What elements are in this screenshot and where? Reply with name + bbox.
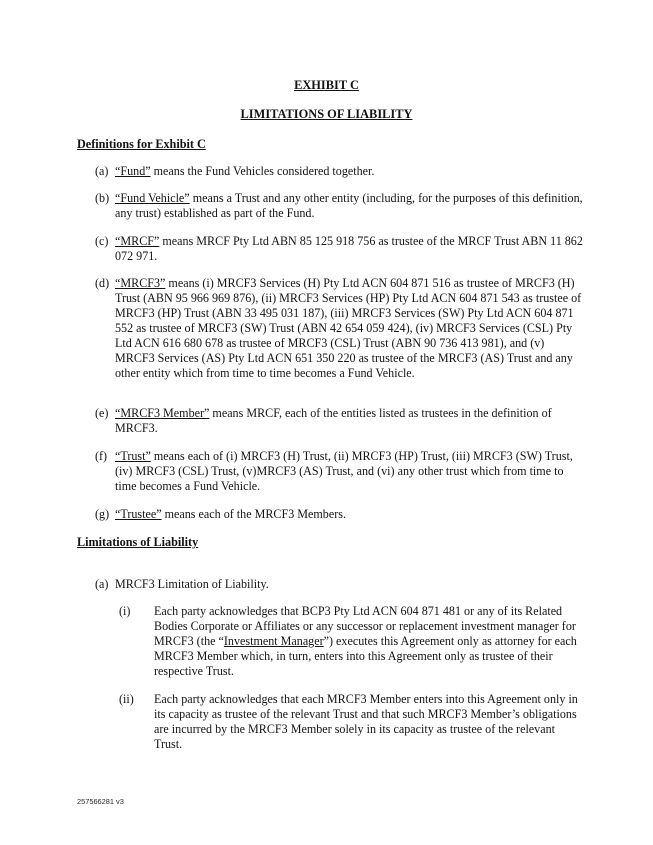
definition-term: “Trustee” [115, 507, 162, 521]
limitation-a [95, 577, 585, 592]
limitation-item-ii [119, 692, 581, 752]
definition-marker: (d) [95, 276, 110, 290]
definition-text: means a Trust and any other entity (including, for the purposes of this definition, any trust) established as part of the Fund. [115, 191, 583, 220]
document-id: 257566281 v3 [77, 797, 124, 806]
definition-term: “Fund” [115, 164, 151, 178]
definition-marker: (e) [95, 406, 109, 420]
limitation-item-text-after: ”) executes this Agreement only as attorney for each MRCF3 Member which, in turn, enters into this Agreement only as trustee of their respective Trust. [154, 634, 577, 678]
definition-mrcf3 [95, 276, 585, 381]
limitation-marker: (a) [95, 577, 109, 591]
limitation-item-i [119, 604, 581, 679]
definition-term: “MRCF3” [115, 276, 166, 290]
definition-marker: (g) [95, 507, 110, 521]
definition-mrcf [95, 234, 585, 264]
definition-marker: (c) [95, 234, 109, 248]
limitation-item-text: Each party acknowledges that each MRCF3 Member enters into this Agreement only in its capacity as trustee of the relevant Trust and that such MRCF3 Member’s obligations are incurred by the MRCF3 Member solely in its capacity as trustee of the relevant Trust. [154, 692, 578, 751]
definition-text: means each of (i) MRCF3 (H) Trust, (ii) MRCF3 (HP) Trust, (iii) MRCF3 (SW) Trust, (iv) MRCF3 (CSL) Trust, (v)MRCF3 (AS) Trust, and (vi) any other trust which from time to time becomes a Fund Vehicle. [115, 449, 573, 493]
definition-text: means MRCF, each of the entities listed as trustees in the definition of MRCF3. [115, 406, 552, 435]
investment-manager-term: Investment Manager [223, 634, 324, 648]
definition-term: “Fund Vehicle” [115, 191, 190, 205]
definition-trustee [95, 507, 585, 522]
definition-term: “Trust” [115, 449, 151, 463]
limitation-item-marker: (i) [119, 604, 131, 618]
definition-term: “MRCF” [115, 234, 160, 248]
definition-mrcf3-member [95, 406, 585, 436]
definitions-heading: Definitions for Exhibit C [77, 137, 206, 151]
exhibit-title: EXHIBIT C [294, 78, 359, 92]
limitation-item-marker: (ii) [119, 692, 134, 706]
limitation-item-text: Each party acknowledges that BCP3 Pty Ltd ACN 604 871 481 or any of its Related Bodies Corporate or Affiliates or any successor or replacement investment manager for MRCF3 (the “ [154, 604, 576, 648]
definition-text: means the Fund Vehicles considered together. [150, 164, 375, 178]
definition-fund [95, 164, 585, 179]
limitations-heading: Limitations of Liability [77, 535, 199, 549]
definition-trust [95, 449, 585, 494]
definition-marker: (f) [95, 449, 108, 463]
definition-text: means MRCF Pty Ltd ABN 85 125 918 756 as trustee of the MRCF Trust ABN 11 862 072 971. [115, 234, 583, 263]
definition-fund-vehicle [95, 191, 585, 221]
limitation-a-text: MRCF3 Limitation of Liability. [115, 577, 269, 591]
definition-term: “MRCF3 Member” [115, 406, 210, 420]
definition-marker: (a) [95, 164, 109, 178]
definition-marker: (b) [95, 191, 110, 205]
definition-text: means (i) MRCF3 Services (H) Pty Ltd ACN 604 871 516 as trustee of MRCF3 (H) Trust (ABN 95 966 969 876), (ii) MRCF3 Services (HP) Pty Ltd ACN 604 871 543 as trustee of MRCF3 (HP) Trust (ABN 33 495 031 187), (iii) MRCF3 Services (SW) Pty Ltd ACN 604 871 552 as trustee of MRCF3 (SW) Trust (ABN 42 654 059 424), (iv) MRCF3 Services (CSL) Pty Ltd ACN 616 680 678 as trustee of MRCF3 (CSL) Trust (ABN 90 736 413 981), and (v) MRCF3 Services (AS) Pty Ltd ACN 651 350 220 as trustee of the MRCF3 (AS) Trust and any other entity which from time to time becomes a Fund Vehicle. [115, 276, 582, 380]
definition-text: means each of the MRCF3 Members. [161, 507, 346, 521]
exhibit-subtitle: LIMITATIONS OF LIABILITY [240, 107, 413, 121]
